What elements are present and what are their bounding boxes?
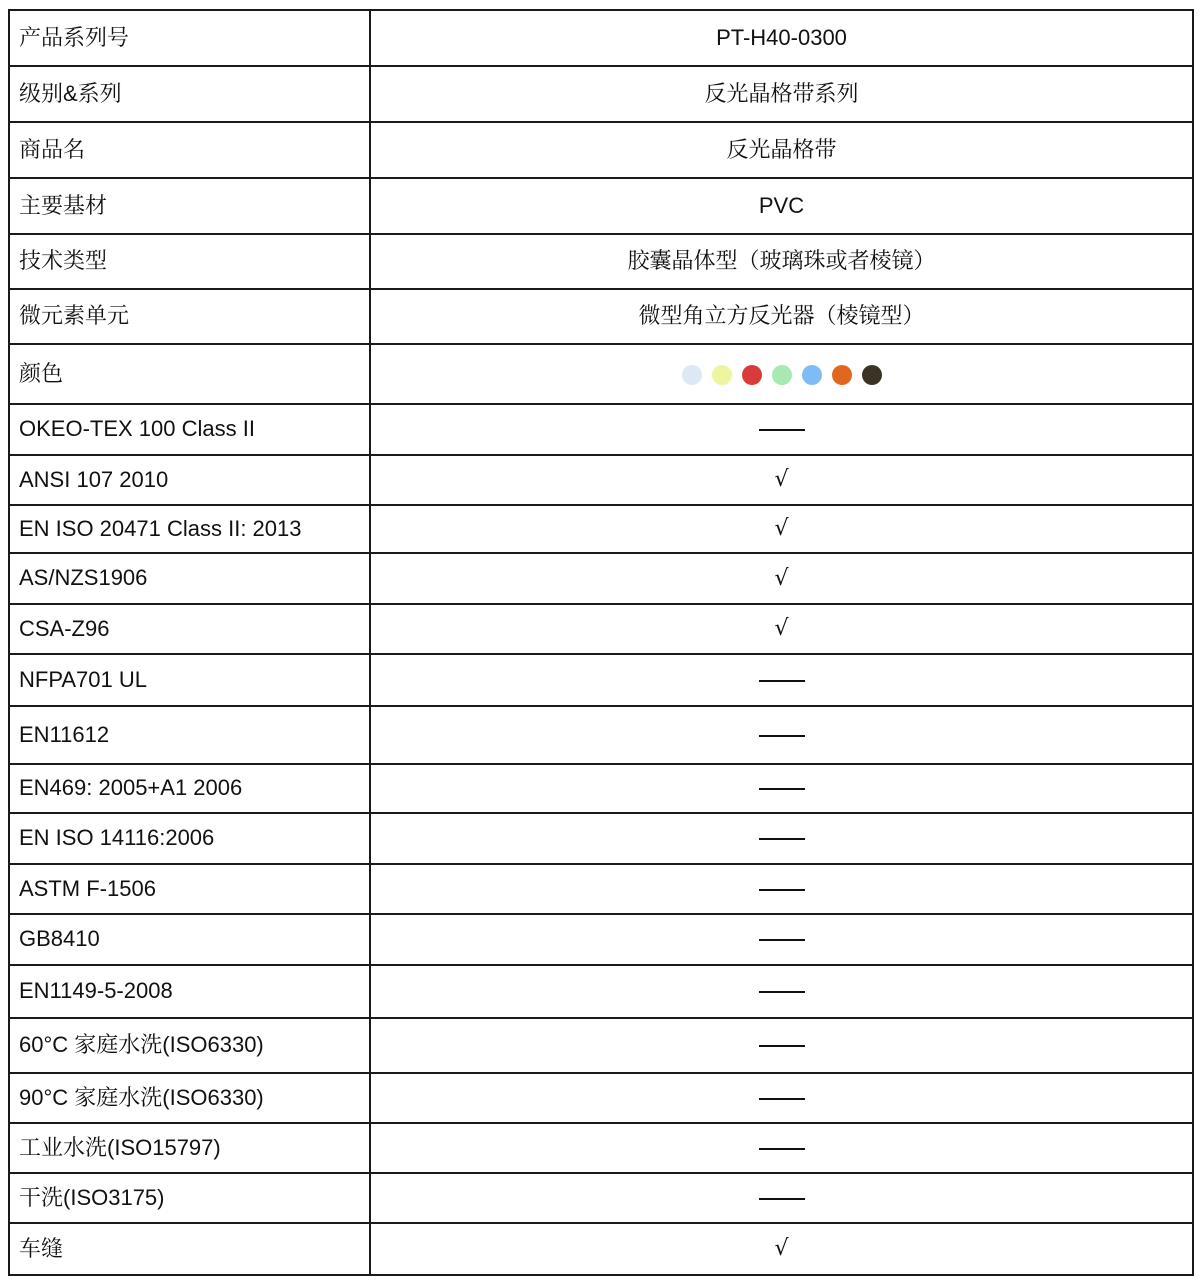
row-label: GB8410 xyxy=(9,914,370,965)
check-mark: √ xyxy=(774,516,789,542)
not-applicable-cell xyxy=(370,1173,1193,1223)
dash-mark xyxy=(759,889,805,891)
table-row xyxy=(9,706,1193,764)
table-row xyxy=(9,404,1193,455)
color-swatch xyxy=(802,365,822,385)
dash-mark xyxy=(759,429,805,431)
table-row xyxy=(9,654,1193,706)
row-label: EN1149-5-2008 xyxy=(9,965,370,1018)
compliant-cell xyxy=(370,455,1193,505)
row-label: 颜色 xyxy=(9,344,370,404)
table-row xyxy=(9,234,1193,289)
table-row xyxy=(9,813,1193,864)
table-row xyxy=(9,10,1193,66)
dash-mark xyxy=(759,735,805,737)
row-value: 微型角立方反光器（棱镜型） xyxy=(370,289,1193,344)
check-mark: √ xyxy=(774,467,789,493)
dash-mark xyxy=(759,1098,805,1100)
row-label: OKEO-TEX 100 Class II xyxy=(9,404,370,455)
table-row xyxy=(9,965,1193,1018)
table-row xyxy=(9,178,1193,234)
color-swatch-group xyxy=(682,365,882,385)
not-applicable-cell xyxy=(370,404,1193,455)
color-swatch xyxy=(682,365,702,385)
dash-mark xyxy=(759,1045,805,1047)
table-row xyxy=(9,553,1193,604)
not-applicable-cell xyxy=(370,654,1193,706)
color-swatch xyxy=(742,365,762,385)
table-row xyxy=(9,289,1193,344)
dash-mark xyxy=(759,788,805,790)
dash-mark xyxy=(759,838,805,840)
color-swatch xyxy=(862,365,882,385)
table-row xyxy=(9,604,1193,654)
row-label: 商品名 xyxy=(9,122,370,178)
not-applicable-cell xyxy=(370,864,1193,914)
not-applicable-cell xyxy=(370,1123,1193,1173)
color-swatch xyxy=(772,365,792,385)
table-row xyxy=(9,505,1193,553)
not-applicable-cell xyxy=(370,1073,1193,1123)
table-row xyxy=(9,1073,1193,1123)
row-label: 产品系列号 xyxy=(9,10,370,66)
row-value: 反光晶格带 xyxy=(370,122,1193,178)
row-label: ANSI 107 2010 xyxy=(9,455,370,505)
row-label: EN ISO 20471 Class II: 2013 xyxy=(9,505,370,553)
not-applicable-cell xyxy=(370,813,1193,864)
row-value: PVC xyxy=(370,178,1193,234)
table-row xyxy=(9,1018,1193,1073)
table-row xyxy=(9,455,1193,505)
row-value: 胶囊晶体型（玻璃珠或者棱镜） xyxy=(370,234,1193,289)
row-label: ASTM F-1506 xyxy=(9,864,370,914)
row-label: 微元素单元 xyxy=(9,289,370,344)
row-label: EN469: 2005+A1 2006 xyxy=(9,764,370,813)
row-label: 技术类型 xyxy=(9,234,370,289)
compliant-cell xyxy=(370,553,1193,604)
table-row xyxy=(9,1123,1193,1173)
spec-table xyxy=(8,9,1194,1276)
dash-mark xyxy=(759,1198,805,1200)
dash-mark xyxy=(759,939,805,941)
check-mark: √ xyxy=(774,565,789,591)
color-swatch xyxy=(832,365,852,385)
table-row xyxy=(9,344,1193,404)
table-row xyxy=(9,1223,1193,1275)
row-label: AS/NZS1906 xyxy=(9,553,370,604)
row-label: 工业水洗(ISO15797) xyxy=(9,1123,370,1173)
spec-table-body xyxy=(9,10,1193,1275)
table-row xyxy=(9,864,1193,914)
not-applicable-cell xyxy=(370,965,1193,1018)
row-value: PT-H40-0300 xyxy=(370,10,1193,66)
row-label: 90°C 家庭水洗(ISO6330) xyxy=(9,1073,370,1123)
table-row xyxy=(9,764,1193,813)
table-row xyxy=(9,122,1193,178)
not-applicable-cell xyxy=(370,706,1193,764)
row-label: 车缝 xyxy=(9,1223,370,1275)
compliant-cell xyxy=(370,604,1193,654)
dash-mark xyxy=(759,680,805,682)
color-swatch xyxy=(712,365,732,385)
row-label: 60°C 家庭水洗(ISO6330) xyxy=(9,1018,370,1073)
row-label: 干洗(ISO3175) xyxy=(9,1173,370,1223)
check-mark: √ xyxy=(774,616,789,642)
table-row xyxy=(9,66,1193,122)
row-label: EN11612 xyxy=(9,706,370,764)
not-applicable-cell xyxy=(370,914,1193,965)
row-label: 级别&系列 xyxy=(9,66,370,122)
compliant-cell xyxy=(370,1223,1193,1275)
not-applicable-cell xyxy=(370,764,1193,813)
row-label: NFPA701 UL xyxy=(9,654,370,706)
table-row xyxy=(9,1173,1193,1223)
row-label: CSA-Z96 xyxy=(9,604,370,654)
dash-mark xyxy=(759,991,805,993)
dash-mark xyxy=(759,1148,805,1150)
compliant-cell xyxy=(370,505,1193,553)
color-swatches xyxy=(370,344,1193,404)
row-label: EN ISO 14116:2006 xyxy=(9,813,370,864)
not-applicable-cell xyxy=(370,1018,1193,1073)
check-mark: √ xyxy=(774,1236,789,1262)
row-value: 反光晶格带系列 xyxy=(370,66,1193,122)
table-row xyxy=(9,914,1193,965)
row-label: 主要基材 xyxy=(9,178,370,234)
